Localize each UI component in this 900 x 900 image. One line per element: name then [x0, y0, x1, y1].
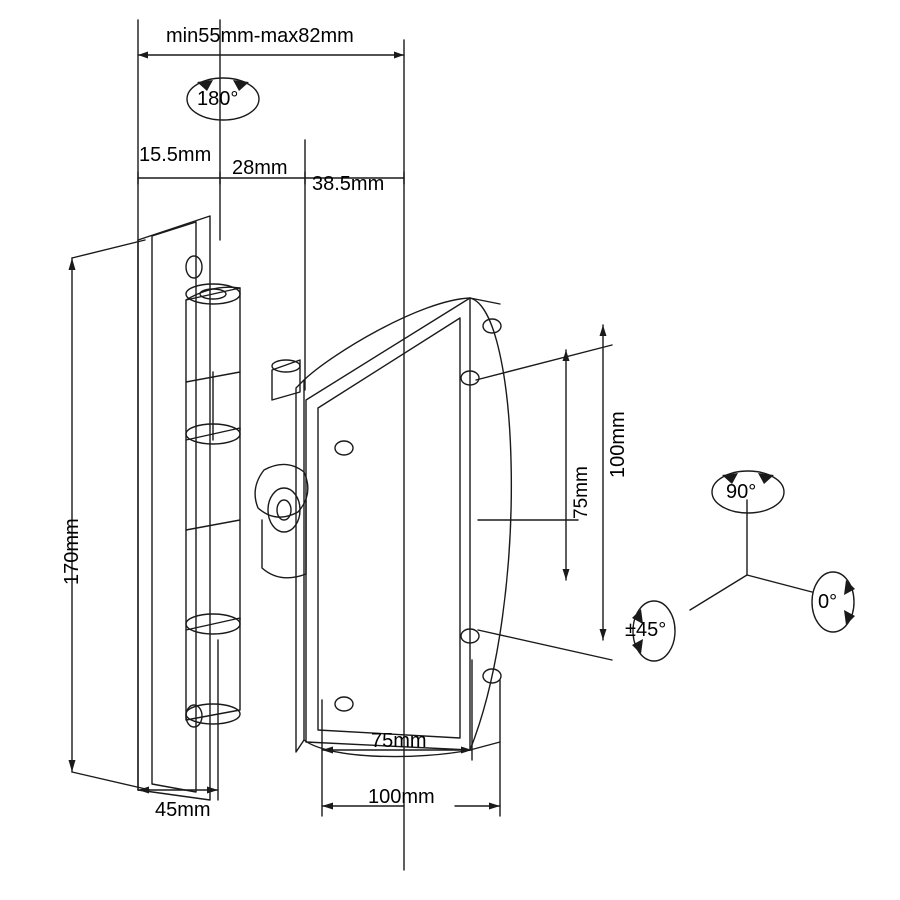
plate-depth-dimension-45 [138, 640, 218, 800]
hinge-column [186, 284, 240, 724]
label-plate-45: 45mm [155, 799, 211, 821]
label-vesa-horizontal-100: 100mm [368, 786, 435, 808]
label-angle-90: 90° [726, 481, 757, 503]
swivel-arm [255, 298, 470, 757]
label-rotation-180: 180° [197, 88, 239, 110]
wall-plate [138, 216, 210, 800]
label-segment-15-5: 15.5mm [139, 144, 212, 166]
label-vesa-vertical-75: 75mm [571, 466, 592, 519]
label-vesa-horizontal-75: 75mm [371, 730, 427, 752]
vesa-plate [306, 298, 511, 750]
top-dimension-line [138, 52, 404, 59]
label-segment-28: 28mm [232, 157, 288, 179]
label-angle-45: ±45° [625, 619, 667, 641]
label-vesa-vertical-100: 100mm [607, 411, 629, 478]
label-segment-38-5: 38.5mm [312, 173, 385, 195]
label-height-170: 170mm [61, 518, 83, 585]
label-angle-0: 0° [818, 591, 838, 613]
label-depth-range: min55mm-max82mm [166, 25, 354, 47]
